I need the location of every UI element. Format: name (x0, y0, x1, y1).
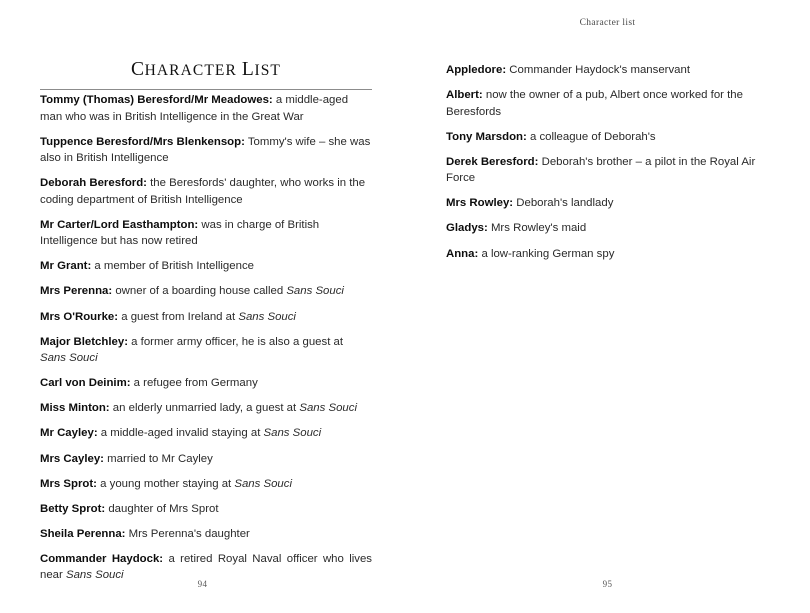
character-description: a member of British Intelligence (91, 260, 254, 273)
character-entry (40, 175, 372, 208)
character-name: Appledore: (446, 64, 507, 76)
character-description: married to Mr Cayley (103, 452, 213, 465)
character-name: Tony Marsdon: (446, 130, 527, 143)
character-name: Mrs Perenna: (40, 285, 113, 298)
page-title (40, 59, 372, 80)
chapter-title-initial-c: C (130, 59, 145, 80)
character-entry (40, 425, 372, 442)
character-description: owner of a boarding house called (112, 285, 287, 298)
character-name: Mrs Rowley: (446, 197, 514, 210)
page-number-right: 95 (602, 579, 613, 589)
character-name: Mr Grant: (40, 260, 92, 273)
character-description: a former army officer, he is also a guest at (127, 335, 344, 348)
character-entry (40, 526, 372, 543)
character-entry (446, 62, 772, 79)
character-description: a retired Royal Naval officer who lives near (40, 552, 373, 582)
character-entry (40, 334, 372, 367)
character-description: Deborah's brother – a pilot in the Royal Air Force (446, 155, 756, 185)
italic-place-name: Sans Souci (40, 352, 98, 365)
character-name: Carl von Deinim: (40, 377, 131, 390)
character-name: Commander Haydock: (40, 552, 164, 565)
character-name: Anna: (446, 247, 479, 260)
character-description: now the owner of a pub, Albert once worked for the Beresfords (446, 89, 743, 118)
character-entry (40, 375, 372, 392)
character-entry (446, 220, 772, 237)
character-name: Tuppence Beresford/Mrs Blenkensop: (40, 135, 245, 148)
page-right (405, 0, 810, 613)
character-description: Deborah's landlady (513, 197, 614, 210)
character-entry (40, 92, 372, 125)
chapter-heading-block (40, 59, 372, 90)
character-name: Sheila Perenna: (40, 527, 126, 540)
character-name: Mrs O'Rourke: (40, 310, 119, 323)
character-entry (40, 283, 372, 300)
character-name: Mr Cayley: (40, 427, 98, 440)
character-description: Tommy's wife – she was also in British Intelligence (40, 135, 371, 165)
character-entry (40, 217, 372, 250)
character-description: a refugee from Germany (130, 377, 258, 390)
italic-place-name: Sans Souci (263, 427, 322, 440)
character-description: a middle-aged invalid staying at (97, 427, 264, 440)
character-name: Gladys: (446, 222, 488, 235)
character-name: Miss Minton: (40, 402, 110, 415)
chapter-title-word-two-rest: IST (254, 62, 281, 79)
character-description: daughter of Mrs Sprot (105, 502, 219, 515)
character-description: a young mother staying at (96, 477, 235, 490)
character-name: Derek Beresford: (446, 155, 539, 168)
character-name: Tommy (Thomas) Beresford/Mr Meadowes: (40, 94, 273, 106)
page-number-left: 94 (197, 579, 208, 589)
italic-place-name: Sans Souci (65, 569, 124, 582)
character-name: Mrs Sprot: (40, 477, 97, 490)
character-description: the Beresfords' daughter, who works in the coding department of British Intelligence (40, 177, 366, 206)
character-description: a middle-aged man who was in British Intelligence in the Great War (40, 94, 349, 123)
character-list-column-right (446, 62, 772, 271)
character-description: Mrs Rowley's maid (487, 222, 587, 235)
title-divider-rule (40, 89, 372, 90)
character-description: a colleague of Deborah's (526, 130, 656, 143)
character-entry (40, 400, 372, 417)
chapter-title-word-one-rest: HARACTER (144, 62, 237, 79)
character-entry (446, 129, 772, 146)
character-entry (40, 476, 372, 493)
character-entry (40, 258, 372, 275)
character-entry (40, 501, 372, 518)
character-entry (40, 134, 372, 167)
character-description: was in charge of British Intelligence but has now retired (40, 218, 320, 248)
character-name: Major Bletchley: (40, 335, 128, 348)
character-entry (446, 87, 772, 120)
character-name: Albert: (446, 89, 483, 102)
character-entry (446, 246, 772, 263)
character-description: an elderly unmarried lady, a guest at (109, 402, 300, 415)
character-description: a low-ranking German spy (478, 247, 615, 260)
character-entry (446, 195, 772, 212)
character-entry (40, 451, 372, 468)
italic-place-name: Sans Souci (286, 285, 344, 298)
character-name: Mrs Cayley: (40, 452, 104, 465)
character-name: Betty Sprot: (40, 502, 106, 515)
character-description: a guest from Ireland at (118, 310, 239, 323)
italic-place-name: Sans Souci (234, 477, 292, 490)
italic-place-name: Sans Souci (238, 310, 296, 323)
character-entry (446, 154, 772, 187)
character-list-column-left (40, 92, 372, 593)
italic-place-name: Sans Souci (299, 402, 357, 415)
character-description: Mrs Perenna's daughter (125, 527, 250, 540)
chapter-title-initial-l: L (241, 59, 255, 80)
character-entry (40, 309, 372, 326)
character-description: Commander Haydock's manservant (506, 64, 690, 76)
character-name: Deborah Beresford: (40, 177, 147, 190)
character-name: Mr Carter/Lord Easthampton: (40, 218, 199, 231)
running-head-right: Character list (579, 18, 636, 28)
